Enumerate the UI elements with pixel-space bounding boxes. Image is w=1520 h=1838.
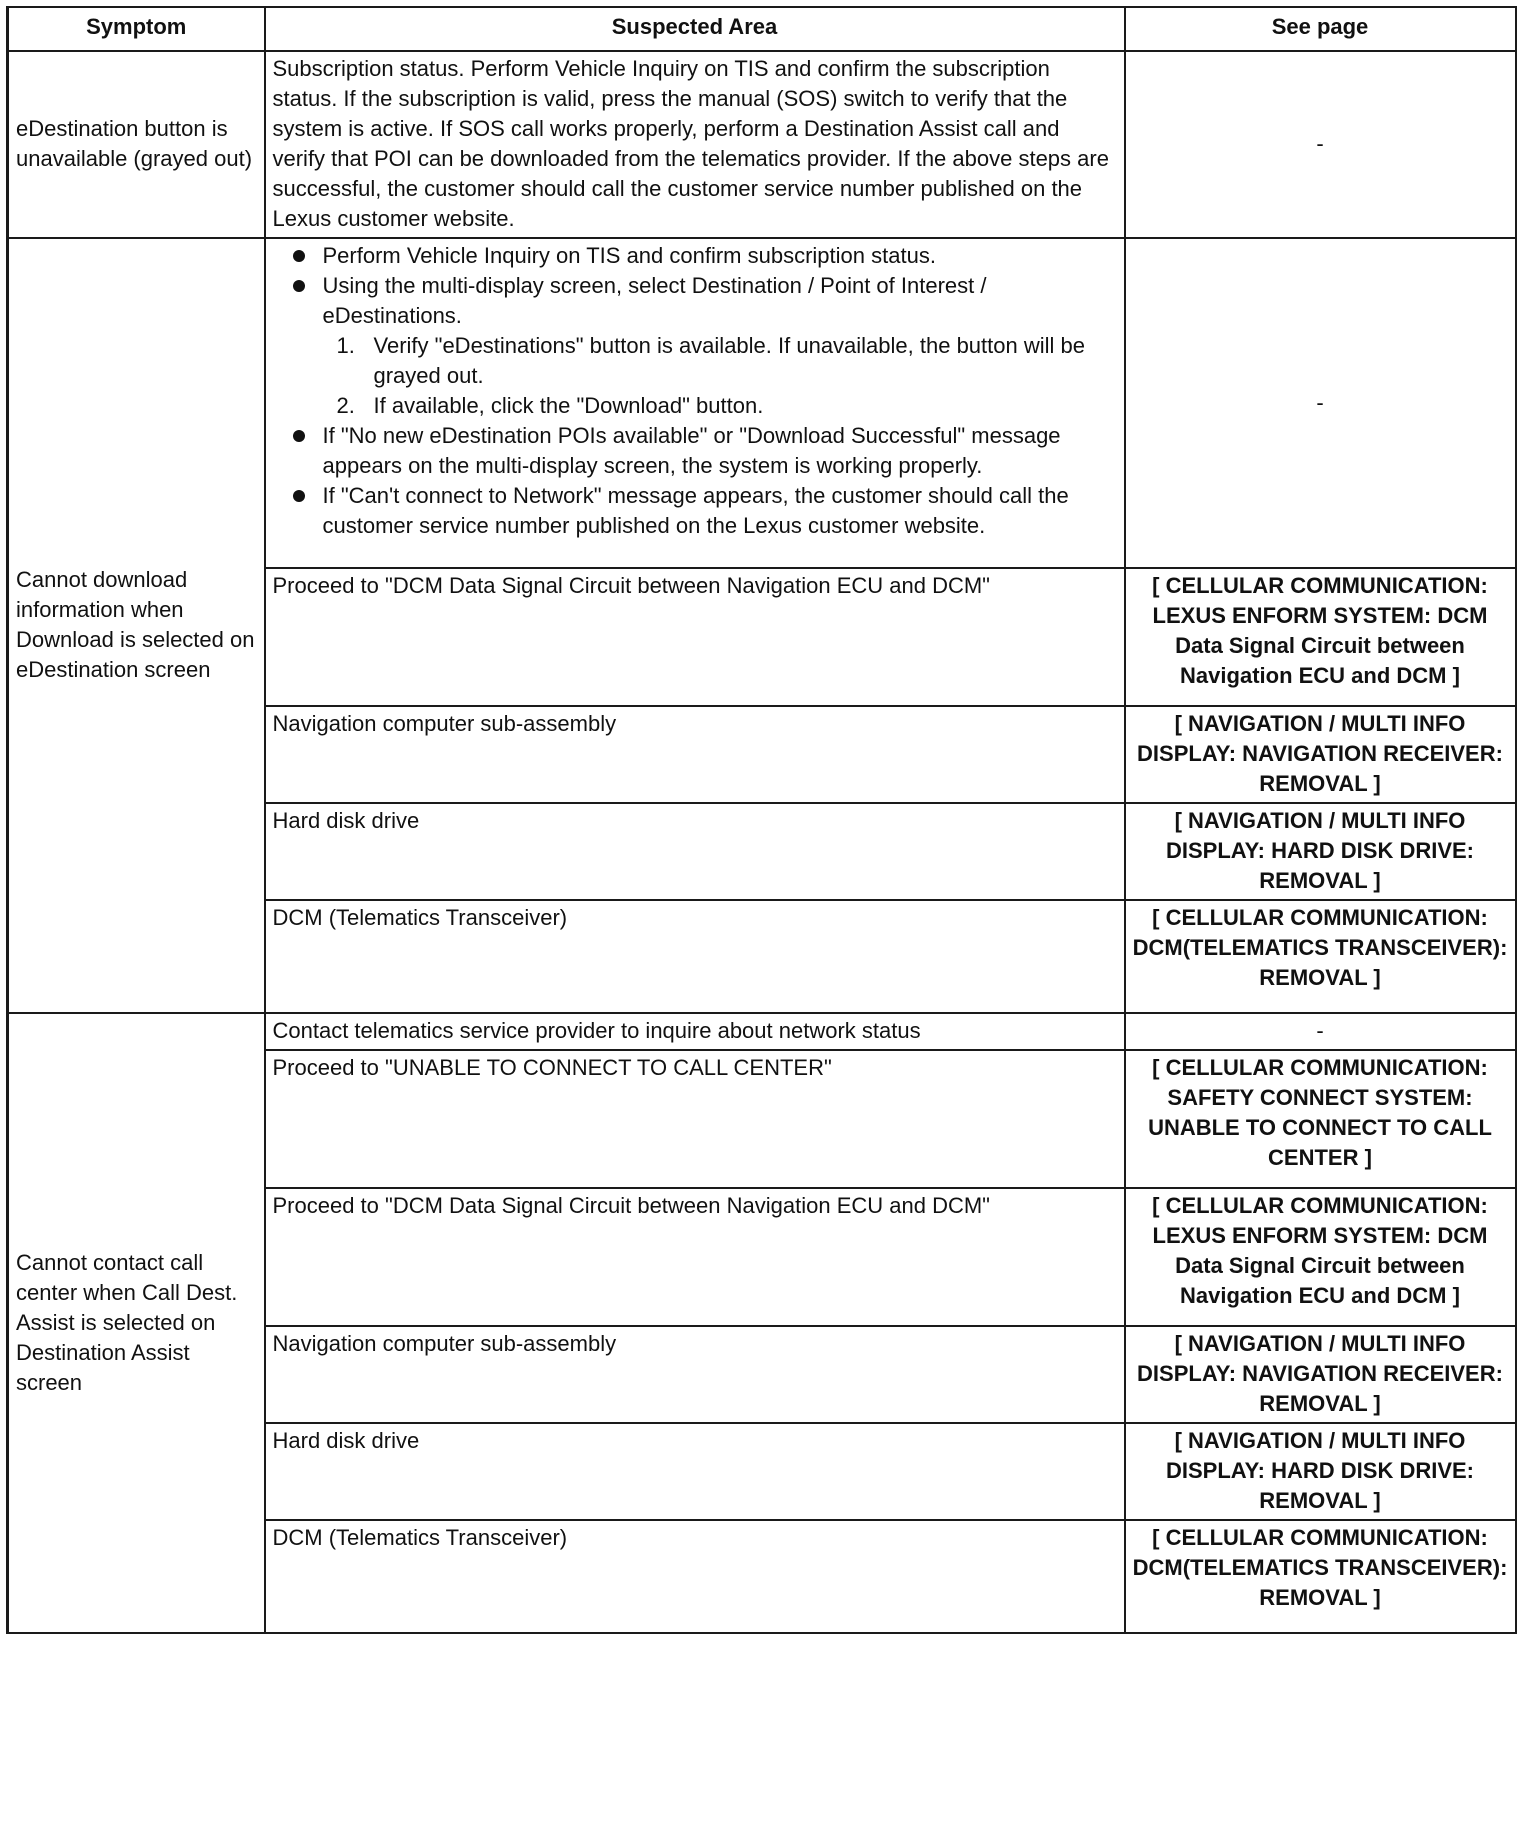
list-item xyxy=(273,271,1117,421)
header-row xyxy=(8,7,1516,51)
list-item xyxy=(273,421,1117,481)
see-page-cell: [ CELLULAR COMMUNICATION: DCM(TELEMATICS TRANSCEIVER): REMOVAL ] xyxy=(1125,900,1516,1013)
bullet-icon xyxy=(293,280,305,292)
see-page-cell: - xyxy=(1125,238,1516,568)
list-item-text: Using the multi-display screen, select Destination / Point of Interest / eDestinations. xyxy=(322,273,987,328)
see-page-cell: [ CELLULAR COMMUNICATION: DCM(TELEMATICS TRANSCEIVER): REMOVAL ] xyxy=(1125,1520,1516,1633)
see-page-cell: - xyxy=(1125,1013,1516,1050)
suspected-area-cell: Proceed to "DCM Data Signal Circuit between Navigation ECU and DCM" xyxy=(265,1188,1125,1326)
list-item xyxy=(273,481,1117,541)
step-text: Verify "eDestinations" button is available. If unavailable, the button will be grayed out. xyxy=(373,333,1085,388)
see-page-cell: [ CELLULAR COMMUNICATION: LEXUS ENFORM SYSTEM: DCM Data Signal Circuit between Navigation ECU and DCM ] xyxy=(1125,1188,1516,1326)
suspected-area-cell: Hard disk drive xyxy=(265,803,1125,900)
table-row xyxy=(8,238,1516,568)
see-page-cell: [ CELLULAR COMMUNICATION: LEXUS ENFORM SYSTEM: DCM Data Signal Circuit between Navigation ECU and DCM ] xyxy=(1125,568,1516,706)
procedure-list xyxy=(273,241,1117,541)
table-row xyxy=(8,1013,1516,1050)
header-see-page: See page xyxy=(1125,7,1516,51)
suspected-area-cell xyxy=(265,238,1125,568)
suspected-area-cell: Proceed to "DCM Data Signal Circuit between Navigation ECU and DCM" xyxy=(265,568,1125,706)
suspected-area-cell: Subscription status. Perform Vehicle Inquiry on TIS and confirm the subscription status. If the subscription is valid, press the manual (SOS) switch to verify that the system is active. If SOS call works properly, perform a Destination Assist call and verify that POI can be downloaded from the telematics provider. If the above steps are successful, the customer should call the customer service number published on the Lexus customer website. xyxy=(265,51,1125,238)
step-text: If available, click the "Download" button. xyxy=(373,393,764,418)
see-page-cell: - xyxy=(1125,51,1516,238)
list-item xyxy=(273,241,1117,271)
suspected-area-cell: Contact telematics service provider to inquire about network status xyxy=(265,1013,1125,1050)
suspected-area-cell: DCM (Telematics Transceiver) xyxy=(265,1520,1125,1633)
bullet-icon xyxy=(293,250,305,262)
sub-steps-list xyxy=(323,331,1117,421)
symptom-cell: Cannot contact call center when Call Dest. Assist is selected on Destination Assist screen xyxy=(8,1013,265,1633)
see-page-cell: [ NAVIGATION / MULTI INFO DISPLAY: NAVIGATION RECEIVER: REMOVAL ] xyxy=(1125,1326,1516,1423)
suspected-area-cell: DCM (Telematics Transceiver) xyxy=(265,900,1125,1013)
list-item-text: If "No new eDestination POIs available" or "Download Successful" message appears on the multi-display screen, the system is working properly. xyxy=(322,423,1061,478)
bullet-icon xyxy=(293,490,305,502)
list-item-text: Perform Vehicle Inquiry on TIS and confirm subscription status. xyxy=(322,243,936,268)
see-page-cell: [ CELLULAR COMMUNICATION: SAFETY CONNECT SYSTEM: UNABLE TO CONNECT TO CALL CENTER ] xyxy=(1125,1050,1516,1188)
problem-symptoms-table xyxy=(6,6,1517,1634)
sub-step xyxy=(323,331,1117,391)
suspected-area-cell: Navigation computer sub-assembly xyxy=(265,1326,1125,1423)
header-symptom: Symptom xyxy=(8,7,265,51)
step-number: 2. xyxy=(336,393,355,418)
symptom-cell: Cannot download information when Download is selected on eDestination screen xyxy=(8,238,265,1013)
see-page-cell: [ NAVIGATION / MULTI INFO DISPLAY: HARD DISK DRIVE: REMOVAL ] xyxy=(1125,803,1516,900)
table-row xyxy=(8,51,1516,238)
see-page-cell: [ NAVIGATION / MULTI INFO DISPLAY: NAVIGATION RECEIVER: REMOVAL ] xyxy=(1125,706,1516,803)
step-number: 1. xyxy=(336,333,355,358)
bullet-icon xyxy=(293,430,305,442)
header-suspected-area: Suspected Area xyxy=(265,7,1125,51)
see-page-cell: [ NAVIGATION / MULTI INFO DISPLAY: HARD DISK DRIVE: REMOVAL ] xyxy=(1125,1423,1516,1520)
list-item-text: If "Can't connect to Network" message appears, the customer should call the customer service number published on the Lexus customer website. xyxy=(322,483,1069,538)
sub-step xyxy=(323,391,1117,421)
suspected-area-cell: Proceed to "UNABLE TO CONNECT TO CALL CENTER" xyxy=(265,1050,1125,1188)
suspected-area-cell: Hard disk drive xyxy=(265,1423,1125,1520)
symptom-cell: eDestination button is unavailable (grayed out) xyxy=(8,51,265,238)
suspected-area-cell: Navigation computer sub-assembly xyxy=(265,706,1125,803)
